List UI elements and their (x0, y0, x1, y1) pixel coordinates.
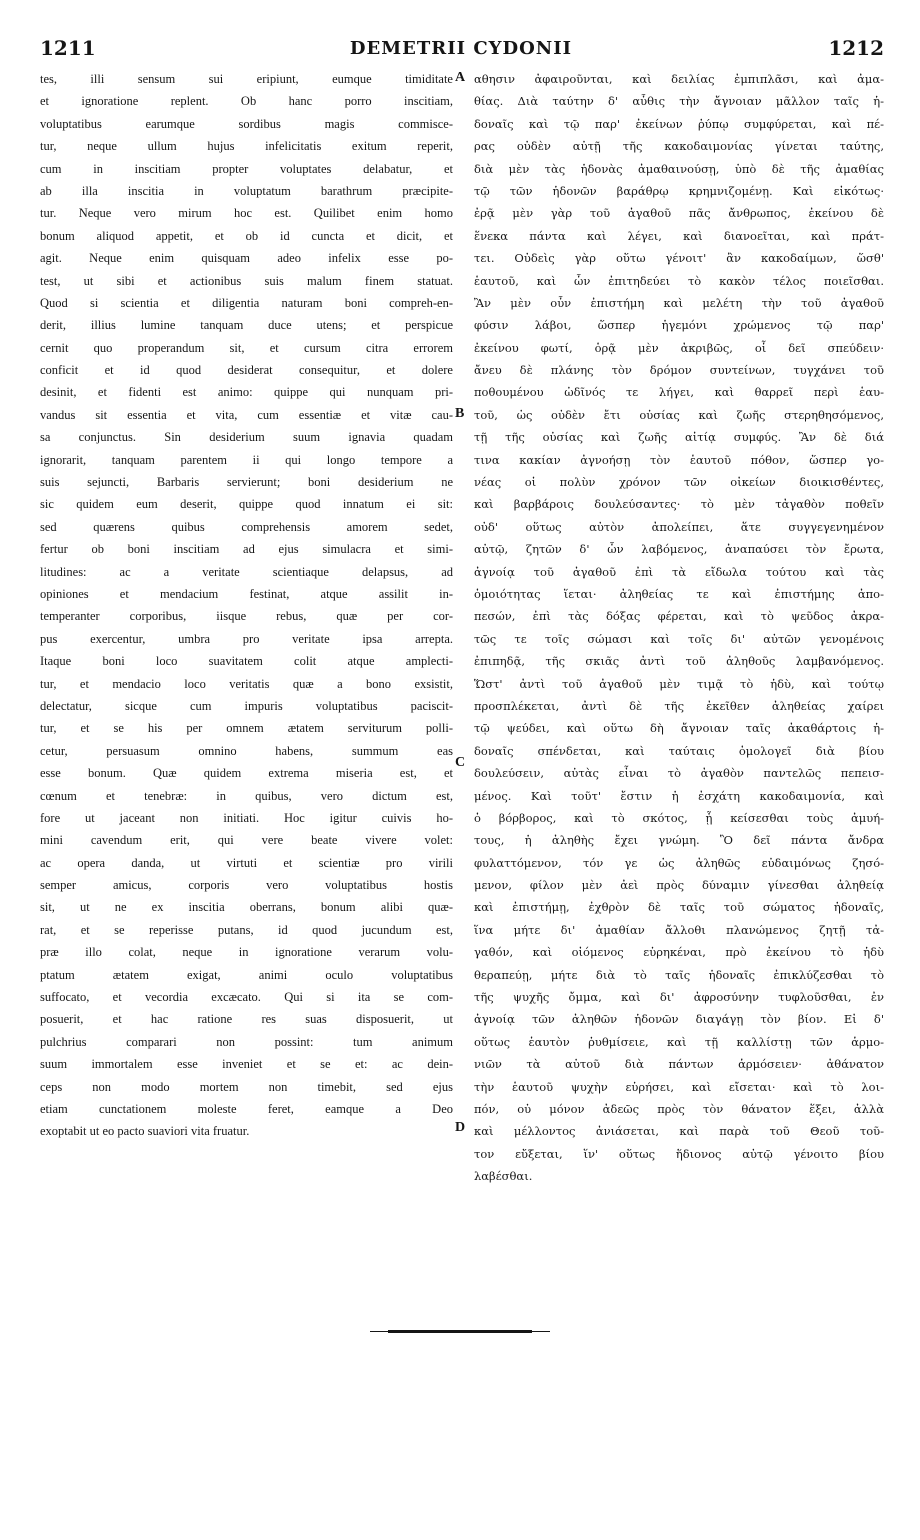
greek-text-line: προσπλέκεται, ἀντὶ δὲ τῆς ἐκεῖθεν ἀληθείας χαίρει (474, 698, 884, 713)
greek-text-line: ἐρᾷ μὲν γὰρ τοῦ ἀγαθοῦ πᾶς ἄνθρωπος, ἐκείνου δὲ (474, 206, 884, 221)
greek-text-line: πόν, οὐ μόνον ἀδεῶς πρὸς τὸν θάνατον ἕξει, ἀλλὰ (474, 1101, 884, 1116)
greek-text-line: αὐτῷ, ζητῶν δ' ὧν λαβόμενος, ἀναπαύσει τὸν ἔρωτα, (474, 542, 884, 557)
greek-text-line: διὰ μὲν τὰς ἡδονὰς ἀμαθαινούσῃ, ὑπὸ δὲ τῆς ἀμαθίας (474, 161, 884, 176)
greek-text-line: τὴν ἑαυτοῦ ψυχὴν εὑρήσει, καὶ εἴσεται· καὶ τὸ λοι- (474, 1079, 884, 1094)
latin-text-line: voluptatibus earumque sordibus magis commisce- (40, 116, 453, 131)
greek-text-line: λαβέσθαι. (474, 1169, 533, 1184)
greek-text-line: πεσών, ἐπὶ τὰς δόξας φέρεται, καὶ τὸ ψεῦδος ἀκρα- (474, 609, 884, 624)
latin-text-line: cœnum et tenebræ: in quibus, vero dictum est, (40, 788, 453, 803)
latin-text-line: posuerit, et hac ratione res suas disposuerit, ut (40, 1012, 453, 1027)
greek-text-line: οὐδ' οὕτως αὐτὸν ἀπολείπει, ἅτε συγγεγενημένον (474, 519, 884, 534)
latin-text-line: vandus sit essentia et vita, cum essentiæ et vitæ cau- (40, 407, 453, 422)
latin-text-line: litudines: ac a veritate scientiaque delapsus, ad (40, 564, 453, 579)
greek-text-line: δοναῖς καὶ τῷ παρ' ἐκείνων ῥύπῳ συμφύρεται, καὶ πέ- (474, 116, 884, 131)
section-marker-a: A (455, 70, 466, 85)
greek-column (474, 68, 884, 1188)
page-number-left: 1211 (40, 36, 96, 60)
latin-text-line: mini cavendum erit, qui vere beate vivere volet: (40, 833, 453, 848)
latin-text-line: temperanter corporibus, iisque rebus, quæ per cor- (40, 609, 453, 624)
running-title: DEMETRII CYDONII (349, 38, 573, 59)
latin-text-line: conficit et id quod desiderat consequitur, et dolere (40, 363, 453, 378)
greek-text-line: ἐκείνου φωτί, ὁρᾷ μὲν ἀκριβῶς, οἷ δεῖ σπεύδειν· (474, 340, 884, 355)
greek-text-line: ἀγνοίᾳ τοῦ ἀγαθοῦ ἐπὶ τὰ εἴδωλα τούτου καὶ τὰς (474, 564, 884, 579)
section-marker-c: C (455, 755, 466, 770)
greek-text-line: οὕτως ἑαυτὸν ῥυθμίσειε, καὶ τῇ καλλίστῃ τῶν ἁρμο- (474, 1034, 884, 1049)
latin-text-line: test, ut sibi et actionibus suis malum finem statuat. (40, 273, 453, 288)
section-marker-b: B (455, 406, 465, 421)
latin-text-line: suum immortalem esse inveniet et se et: ac dein- (40, 1057, 453, 1072)
greek-text-line: ἄνευ δὲ πλάνης τὸν δρόμον συντείνων, τυγχάνει τοῦ (474, 363, 884, 378)
greek-text-line: θίας. Διὰ ταύτην δ' αὖθις τὴν ἄγνοιαν μᾶλλον ταῖς ἡ- (474, 94, 884, 109)
greek-text-line: τοῦ, ὡς οὐδὲν ἔτι οὐσίας καὶ ζωῆς στερηθησόμενος, (474, 407, 884, 422)
latin-text-line: pus exercentur, umbra pro veritate ipsa arrepta. (40, 631, 453, 646)
greek-text-line: ἑαυτοῦ, καὶ ὧν ἐπιτηδεύει τὸ κακὸν τέλος ποιεῖσθαι. (474, 273, 884, 288)
greek-text-line: μενον, φίλον μὲν ἀεὶ πρὸς δύναμιν γίνεσθαι ἀληθείᾳ (474, 878, 884, 893)
latin-text-line: etiam cunctationem moleste feret, eamque a Deo (40, 1101, 453, 1116)
greek-text-line: τον εὔξεται, ἵν' οὕτως ἥδιονος αὐτῷ γένοιτο βίου (474, 1146, 884, 1161)
latin-text-line: bonum aliquod appetit, et ob id cuncta et dicit, et (40, 228, 453, 243)
latin-column (40, 68, 453, 1143)
greek-text-line: τῇ τῆς οὐσίας καὶ ζωῆς αἰτίᾳ συμφύς. Ἂν δὲ διά (474, 430, 884, 445)
latin-text-line: tur, et se his per omnem ætatem serviturum polli- (40, 721, 453, 736)
latin-text-line: ceps non modo mortem non timebit, sed ejus (40, 1079, 453, 1094)
greek-text-line: τινα κακίαν ἀγνοήσῃ τὸν ἑαυτοῦ πόθον, ὥσπερ γο- (474, 452, 884, 467)
greek-text-line: φύσιν λάβοι, ὥσπερ ἡγεμόνι χρώμενος τῷ παρ' (474, 318, 884, 333)
latin-text-line: sed quærens quibus comprehensis amorem sedet, (40, 519, 453, 534)
latin-text-line: pulchrius comparari non possint: tum animum (40, 1034, 453, 1049)
greek-text-line: καὶ μέλλοντος ἀνιάσεται, καὶ παρὰ τοῦ Θεοῦ τοῦ- (474, 1124, 884, 1139)
greek-text-line: Ἂν μὲν οὖν ἐπιστήμη καὶ μελέτη τὴν τοῦ ἀγαθοῦ (474, 295, 884, 310)
latin-text-line: præ illo colat, neque in ignoratione verarum volu- (40, 945, 453, 960)
greek-text-line: μένος. Καὶ τοῦτ' ἔστιν ἡ ἐσχάτη κακοδαιμονία, καὶ (474, 788, 884, 803)
greek-text-line: ρας οὐδὲν αὐτῇ τῆς κακοδαιμονίας γίνεται ταύτης, (474, 139, 884, 154)
greek-text-line: φυλαττόμενον, τόν γε ὡς ἀληθῶς εὐδαιμόνως ζησό- (474, 855, 884, 870)
greek-text-line: γαθόν, καὶ οἰόμενος εὑρηκέναι, πρὸ ἐκείνου τὸ ἡδὺ (474, 945, 884, 960)
greek-text-line: τους, ἡ ἀληθὴς ἔχει γνώμη. Ὃ δεῖ πάντα ἄνδρα (474, 833, 884, 848)
greek-text-line: ἐπιπηδᾷ, τῆς σκιᾶς ἀντὶ τοῦ ἀληθοῦς λαμβανόμενος. (474, 654, 884, 669)
page-number-right: 1212 (828, 36, 884, 60)
greek-text-line: καὶ βαρβάροις δουλεύσαντες· τὸ μὲν τἀγαθὸν ποθεῖν (474, 497, 884, 512)
greek-text-line: νέας οἱ πολὺν χρόνον τῶν οἰκείων διοικισθέντες, (474, 475, 884, 490)
latin-text-line: cetur, persuasum omnino habens, summum eas (40, 743, 453, 758)
greek-text-line: ἵνα μήτε δι' ἀμαθίαν ἄλλοθι πλανώμενος ζητῇ τἀ- (474, 922, 884, 937)
latin-text-line: ignorarit, tanquam parentem ii qui longo tempore a (40, 452, 453, 467)
latin-text-line: suis sejuncti, Barbaris servierunt; boni desiderium ne (40, 475, 453, 490)
greek-text-line: νιῶν τὰ αὑτοῦ διὰ πάντων ἁρμόσειεν· ἀθάνατον (474, 1057, 884, 1072)
latin-text-line: tur, neque ullum hujus infelicitatis exitum reperit, (40, 139, 453, 154)
latin-text-line: opiniones et mendacium festinat, atque assilit in- (40, 586, 453, 601)
greek-text-line: ὁμοιότητας ἵεται· ἀληθείας τε καὶ ἐπιστήμης ἀπο- (474, 586, 884, 601)
section-marker-d: D (455, 1120, 466, 1135)
latin-text-line: tur. Neque vero mirum hoc est. Quilibet enim homo (40, 206, 453, 221)
greek-text-line: τει. Οὐδεὶς γὰρ οὕτω γένοιτ' ἂν κακοδαίμων, ὥσθ' (474, 251, 884, 266)
latin-text-line: ab illa inscitia in voluptatum barathrum præcipite- (40, 183, 453, 198)
greek-text-line: δοναῖς σπένδεται, καὶ ταύταις ὁμολογεῖ διὰ βίου (474, 743, 884, 758)
greek-text-line: τῆς ψυχῆς ὄμμα, καὶ δι' ἀφροσύνην τυφλοῦσθαι, ἐν (474, 990, 884, 1005)
latin-text-line: tur, et mendacio loco veritatis quæ a bono exsistit, (40, 676, 453, 691)
latin-text-line: rat, et se reperisse putans, id quod jucundum est, (40, 922, 453, 937)
latin-text-line: et ignoratione replent. Ob hanc porro inscitiam, (40, 94, 453, 109)
latin-text-line: cernit quo properandum sit, et cursum citra errorem (40, 340, 453, 355)
greek-text-line: ὁ βόρβορος, καὶ τὸ σκότος, ᾗ κείσεσθαι τοὺς ἀμυή- (474, 810, 884, 825)
greek-text-line: τῷ ψεύδει, καὶ οὕτω δὴ ἄγνοιαν ταῖς ἀκαθάρτοις ἡ- (474, 721, 884, 736)
greek-text-line: τῶς τε τοῖς σώμασι καὶ τοῖς δι' αὐτῶν γενομένοις (474, 631, 884, 646)
greek-text-line: ἀγνοίᾳ τῶν ἀληθῶν ἡδονῶν διαγάγῃ τὸν βίον. Εἰ δ' (474, 1012, 884, 1027)
greek-text-line: θεραπεύῃ, μήτε διὰ τὸ ταῖς ἡδοναῖς ἐπικλύζεσθαι τὸ (474, 967, 884, 982)
latin-text-line: Quod si scientia et diligentia naturam boni compreh-en- (40, 295, 453, 310)
latin-text-line: derit, illius lumine tanquam duce utens; et perspicue (40, 318, 453, 333)
latin-text-line: ptatum ætatem exigat, animi oculo voluptatibus (40, 967, 453, 982)
latin-text-line: sic quidem eum deserit, quippe quod innatum ei sit: (40, 497, 453, 512)
greek-text-line: Ὥστ' ἀντὶ τοῦ ἀγαθοῦ μὲν τιμᾷ τὸ ἡδὺ, καὶ τούτῳ (474, 676, 884, 691)
latin-text-line: desinit, et fidenti est animo: quippe qui nunquam pri- (40, 385, 453, 400)
latin-text-line: semper amicus, corporis vero voluptatibus hostis (40, 878, 453, 893)
latin-text-line: fertur ob boni inscitiam ad ejus simulacra et simi- (40, 542, 453, 557)
greek-text-line: ἕνεκα πάντα καὶ λέγει, καὶ διανοεῖται, καὶ πράτ- (474, 228, 884, 243)
latin-text-line: esse bonum. Quæ quidem extrema miseria est, et (40, 766, 453, 781)
greek-text-line: καὶ ἐπιστήμῃ, ἐχθρὸν δὲ ταῖς τοῦ σώματος ἡδοναῖς, (474, 900, 884, 915)
running-head (38, 36, 884, 66)
latin-text-line: tes, illi sensum sui eripiunt, eumque timiditate (40, 72, 453, 86)
greek-text-line: αθησιν ἀφαιροῦνται, καὶ δειλίας ἐμπιπλᾶσι, καὶ ἀμα- (474, 72, 884, 86)
end-rule-thick (388, 1330, 532, 1333)
latin-text-line: fore ut jaceant non initiati. Hoc igitur cuivis ho- (40, 810, 453, 825)
end-rule (370, 1325, 550, 1337)
latin-text-line: sit, ut ne ex inscitia oberrans, bonum alibi quæ- (40, 900, 453, 915)
greek-text-line: τῷ τῶν ἡδονῶν βαράθρῳ κρημνιζομένῃ. Καὶ εἰκότως· (474, 183, 884, 198)
latin-text-line: sa conjunctus. Sin desiderium suum ignavia quadam (40, 430, 453, 445)
latin-text-line: Itaque boni loco suavitatem colit atque amplecti- (40, 654, 453, 669)
greek-text-line: δουλεύσειν, αὐτὰς εἶναι τὸ ἀγαθὸν παντελῶς πεπεισ- (474, 766, 884, 781)
latin-text-line: cum in inscitiam propter voluptates delabatur, et (40, 161, 453, 176)
latin-text-line: ac opera danda, ut virtuti et scientiæ pro virili (40, 855, 453, 870)
latin-text-line: exoptabit ut eo pacto suaviori vita fruatur. (40, 1124, 250, 1139)
latin-text-line: delectatur, sicque cum impuris voluptatibus paciscit- (40, 698, 453, 713)
latin-text-line: agit. Neque enim quisquam adeo infelix esse po- (40, 251, 453, 266)
greek-text-line: ποθουμένου ὠδῖνός τε λήγει, καὶ θαρρεῖ περὶ ἑαυ- (474, 385, 884, 400)
latin-text-line: suffocato, et vecordia excæcato. Qui si ita se com- (40, 990, 453, 1005)
